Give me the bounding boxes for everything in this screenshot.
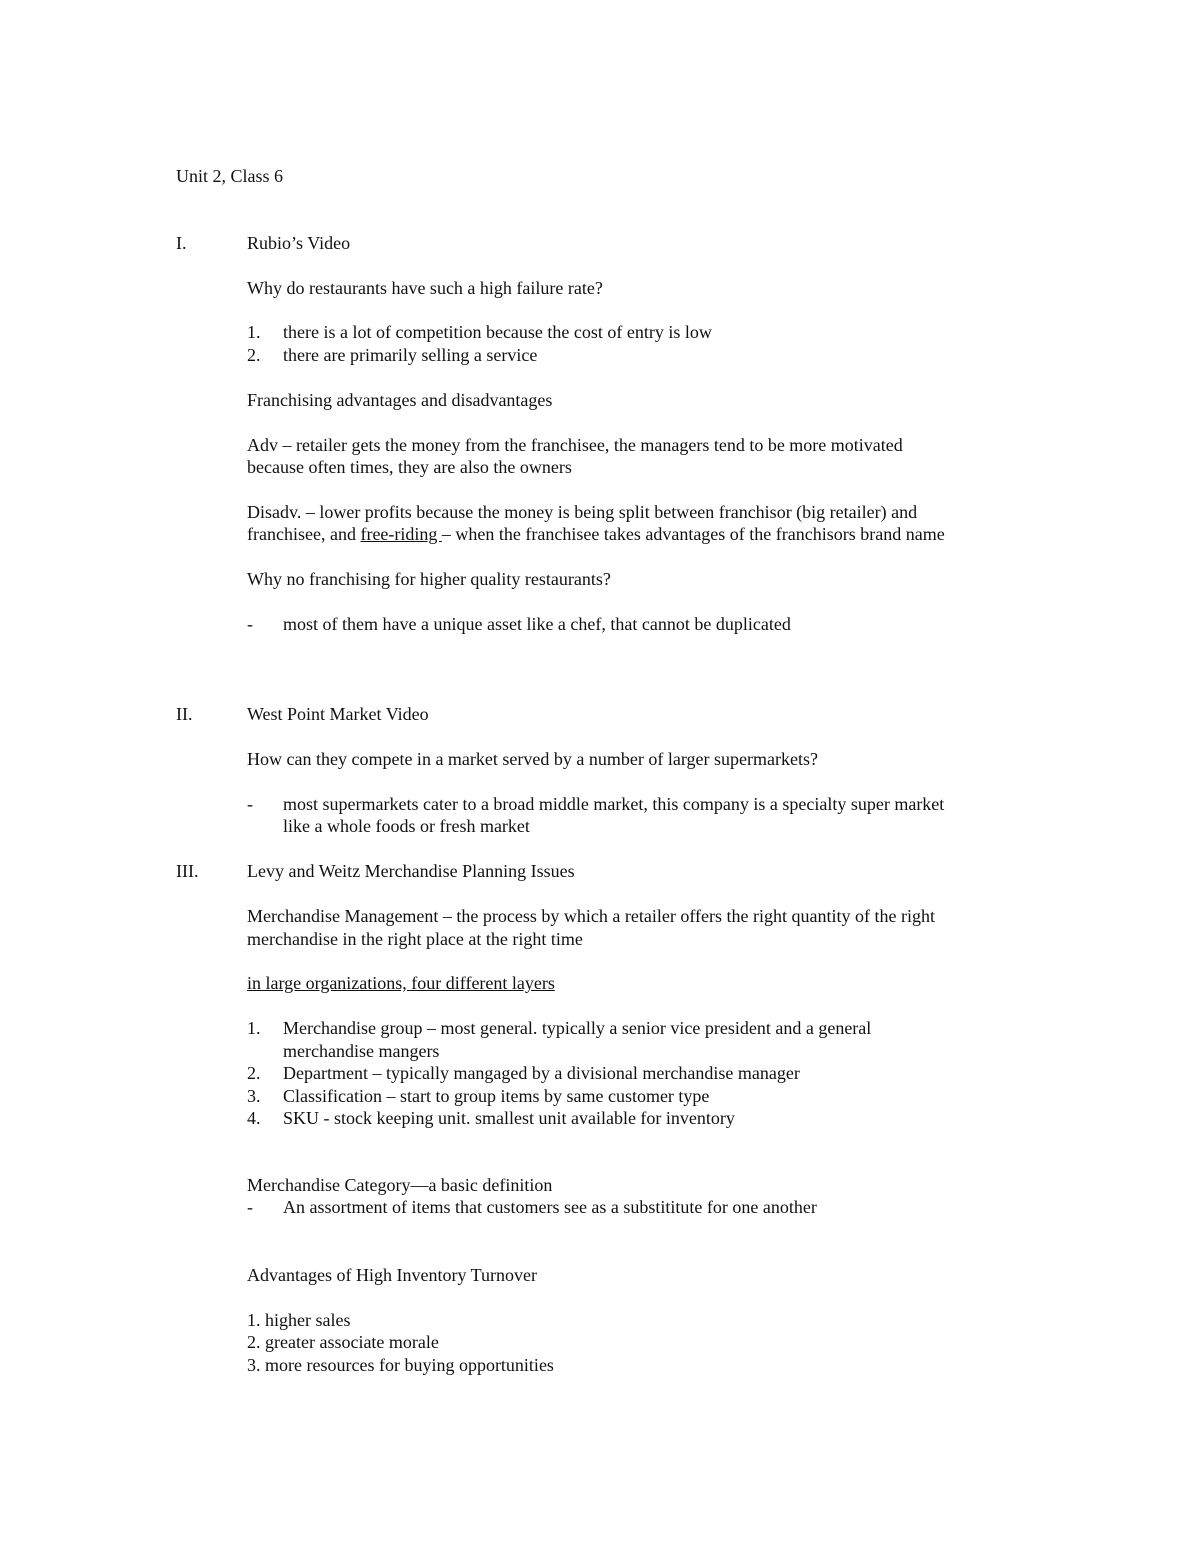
disadvantages-line-2 <box>247 523 945 546</box>
document-title: Unit 2, Class 6 <box>176 166 284 186</box>
list-item-text-continued: merchandise mangers <box>283 1041 440 1061</box>
merchandise-management-line-2: merchandise in the right place at the right time <box>247 929 583 949</box>
section-1-heading: Rubio’s Video <box>247 233 351 253</box>
dash-bullet: - <box>247 1197 253 1217</box>
dash-item-text-continued: like a whole foods or fresh market <box>283 816 530 836</box>
list-item-number: 3. <box>247 1086 261 1106</box>
section-3-heading: Levy and Weitz Merchandise Planning Issues <box>247 861 575 881</box>
free-riding-term: free-riding <box>360 524 442 544</box>
list-item-text: Department – typically mangaged by a divisional merchandise manager <box>283 1063 800 1083</box>
list-item-number: 1. <box>247 322 261 342</box>
turnover-heading: Advantages of High Inventory Turnover <box>247 1265 537 1285</box>
list-item-number: 4. <box>247 1108 261 1128</box>
list-item-text: Merchandise group – most general. typically a senior vice president and a general <box>283 1018 872 1038</box>
merchandise-management-line-1: Merchandise Management – the process by which a retailer offers the right quantity of the right <box>247 906 935 926</box>
disadvantages-text-a: franchisee, and <box>247 524 361 544</box>
dash-item-text: most of them have a unique asset like a chef, that cannot be duplicated <box>283 614 791 634</box>
list-item-text: Classification – start to group items by same customer type <box>283 1086 710 1106</box>
section-2-question: How can they compete in a market served by a number of larger supermarkets? <box>247 749 818 769</box>
section-2-heading: West Point Market Video <box>247 704 429 724</box>
section-1-numeral: I. <box>176 233 187 253</box>
dash-item-text: most supermarkets cater to a broad middle market, this company is a specialty super market <box>283 794 945 814</box>
list-item-text: SKU - stock keeping unit. smallest unit available for inventory <box>283 1108 735 1128</box>
franchising-heading: Franchising advantages and disadvantages <box>247 390 553 410</box>
list-item-text: there is a lot of competition because the cost of entry is low <box>283 322 712 342</box>
section-2-numeral: II. <box>176 704 193 724</box>
list-item-text: there are primarily selling a service <box>283 345 538 365</box>
category-heading: Merchandise Category—a basic definition <box>247 1175 553 1195</box>
layers-heading: in large organizations, four different layers <box>247 973 555 993</box>
section-1-question-1: Why do restaurants have such a high failure rate? <box>247 278 603 298</box>
disadvantages-text-c: – when the franchisee takes advantages of the franchisors brand name <box>441 524 945 544</box>
advantages-line-1: Adv – retailer gets the money from the franchisee, the managers tend to be more motivated <box>247 435 903 455</box>
category-definition: An assortment of items that customers see as a substititute for one another <box>283 1197 817 1217</box>
section-3-numeral: III. <box>176 861 199 881</box>
turnover-item: 2. greater associate morale <box>247 1332 439 1352</box>
advantages-line-2: because often times, they are also the owners <box>247 457 572 477</box>
list-item-number: 2. <box>247 1063 261 1083</box>
dash-bullet: - <box>247 794 253 814</box>
turnover-item: 3. more resources for buying opportunities <box>247 1355 554 1375</box>
turnover-item: 1. higher sales <box>247 1310 351 1330</box>
disadvantages-line-1: Disadv. – lower profits because the money is being split between franchisor (big retailer) and <box>247 502 918 522</box>
list-item-number: 2. <box>247 345 261 365</box>
section-1-question-2: Why no franchising for higher quality restaurants? <box>247 569 611 589</box>
list-item-number: 1. <box>247 1018 261 1038</box>
dash-bullet: - <box>247 614 253 634</box>
